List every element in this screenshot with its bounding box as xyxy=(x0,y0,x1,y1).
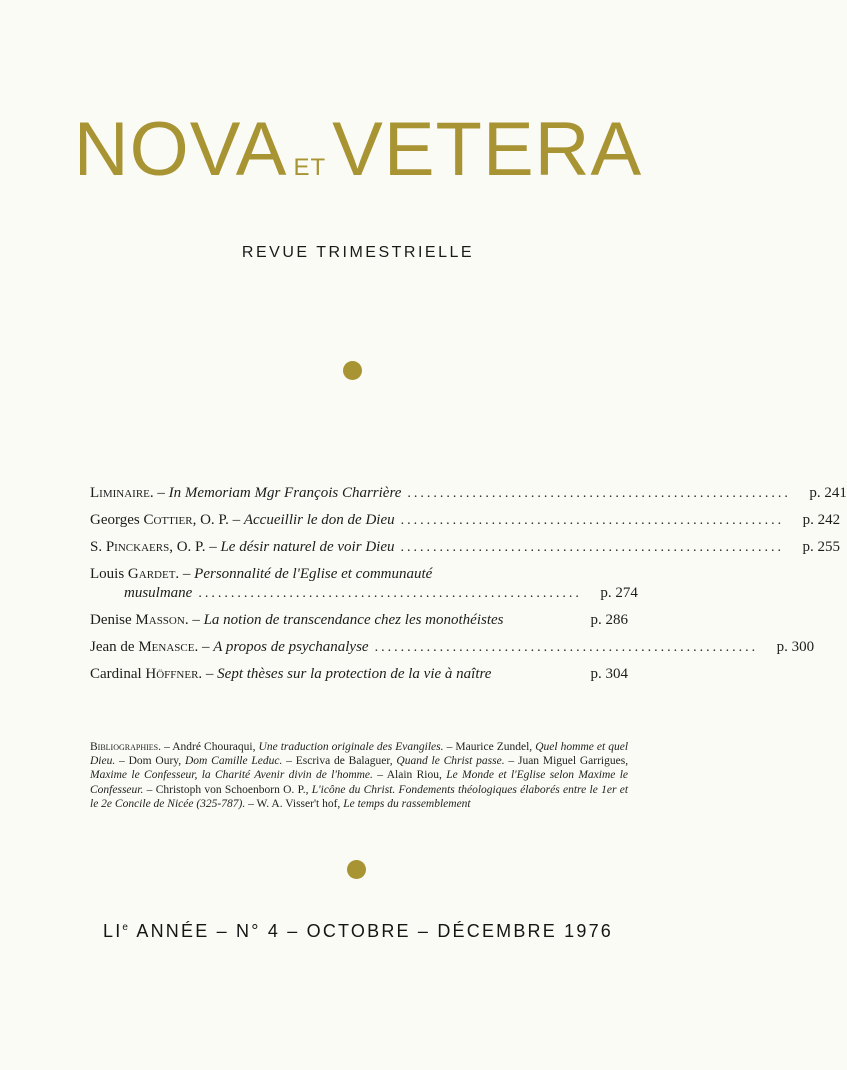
toc-page: p. 255 xyxy=(802,539,840,555)
leader-dots: ........................................................... xyxy=(198,586,582,601)
toc-title: A propos de psychanalyse xyxy=(213,639,369,655)
toc-author: Denise Masson. xyxy=(90,612,189,628)
toc-title: Sept thèses sur la protection de la vie à naître xyxy=(217,666,492,682)
leader-dots: ........................................................... xyxy=(400,540,784,555)
bibliography-item: Maurice Zundel, Quel homme et quel Dieu. xyxy=(90,741,629,768)
issue-info: LIe ANNÉE – N° 4 – OCTOBRE – DÉCEMBRE 1976 xyxy=(103,921,613,941)
toc-author: S. Pinckaers, O. P. xyxy=(90,539,206,555)
toc-entry: Liminaire. – In Memoriam Mgr François Charrière ........................................................... p. 241 xyxy=(90,485,847,501)
toc-page: p. 242 xyxy=(802,512,841,528)
toc-author: Louis Gardet. xyxy=(90,566,180,582)
bibliography-section: Bibliographies. – André Chouraqui, Une traduction originale des Evangiles. – Maurice Zundel, Quel homme et quel Dieu. – Dom Oury, Dom Camille Leduc. – Escriva de Balaguer, Quand le Christ passe. – Juan Miguel Garrigues, Maxime le Confesseur, la Charité Avenir divin de l'homme. – Alain Riou, Le Monde et l'Eglise selon Maxime le Confesseur. – Christoph von Schoenborn O. P., L'icône du Christ. Fondements théologiques élaborés entre le 1er et le 2e Concile de Nicée (325-787). – W. A. Visser't hof, Le temps du rassemblement xyxy=(90,741,629,810)
masthead-et: ET xyxy=(293,154,327,181)
leader-dots: ........................................................... xyxy=(374,640,759,655)
toc-title: La notion de transcendance chez les monothéistes xyxy=(203,612,504,628)
journal-subtitle: REVUE TRIMESTRIELLE xyxy=(241,244,475,261)
bibliography-item: Escriva de Balaguer, Quand le Christ passe. xyxy=(295,755,505,768)
toc-entry: Jean de Menasce. – A propos de psychanalyse ........................................................... p. 300 xyxy=(90,639,815,655)
bibliography-item: Alain Riou, Le Monde et l'Eglise selon Maxime le Confesseur. xyxy=(90,769,628,796)
ornament-dot-bottom xyxy=(347,860,366,879)
toc-author: Cardinal Höffner. xyxy=(90,666,203,682)
leader-dots: ........................................................... xyxy=(407,486,791,501)
toc-title: In Memoriam Mgr François Charrière xyxy=(168,485,402,501)
toc-author: Georges Cottier, O. P. xyxy=(90,512,229,528)
toc-entry: S. Pinckaers, O. P. – Le désir naturel de voir Dieu ........................................................... p. 255 xyxy=(90,539,840,555)
toc-title: Accueillir le don de Dieu xyxy=(243,512,395,528)
toc-author: Jean de Menasce. xyxy=(90,639,199,655)
toc-entry: Denise Masson. – La notion de transcendance chez les monothéistes p. 286 xyxy=(90,612,628,628)
toc-title: Le désir naturel de voir Dieu xyxy=(220,539,395,555)
masthead-nova: NOVA xyxy=(73,107,288,192)
toc-entry: Louis Gardet. – Personnalité de l'Eglise et communauté musulmane ........................................................... p. 274 xyxy=(90,566,638,601)
toc-page: p. 286 xyxy=(590,612,628,628)
bibliography-item: Christoph von Schoenborn O. P., L'icône du Christ. Fondements théologiques élaborés entre le 1er et le 2e Concile de Nicée (325-787). xyxy=(90,783,629,810)
toc-title: Personnalité de l'Eglise et communauté xyxy=(194,566,433,582)
bibliography-item: Juan Miguel Garrigues, Maxime le Confesseur, la Charité Avenir divin de l'homme. xyxy=(90,755,629,782)
journal-masthead xyxy=(0,106,716,193)
toc-title-continued: musulmane xyxy=(124,585,193,601)
toc-page: p. 300 xyxy=(776,639,815,655)
bibliography-item: W. A. Visser't hof, Le temps du rassemblement xyxy=(256,797,471,810)
leader-dots: ........................................................... xyxy=(400,513,785,528)
ornament-dot-top xyxy=(343,361,362,380)
toc-author: Liminaire. xyxy=(90,485,154,501)
toc-page: p. 304 xyxy=(590,666,628,682)
bibliography-item: André Chouraqui, Une traduction originale des Evangiles. xyxy=(172,741,444,753)
toc-page: p. 274 xyxy=(600,585,638,601)
toc-page: p. 241 xyxy=(809,485,847,501)
masthead-vetera: VETERA xyxy=(332,107,643,192)
toc-entry: Cardinal Höffner. – Sept thèses sur la protection de la vie à naître p. 304 xyxy=(90,666,628,682)
table-of-contents xyxy=(90,484,847,692)
toc-entry: Georges Cottier, O. P. – Accueillir le don de Dieu ........................................................... p. 242 xyxy=(90,512,841,528)
bibliography-heading: Bibliographies. xyxy=(90,741,161,753)
bibliography-item: Dom Oury, Dom Camille Leduc. xyxy=(128,755,283,768)
